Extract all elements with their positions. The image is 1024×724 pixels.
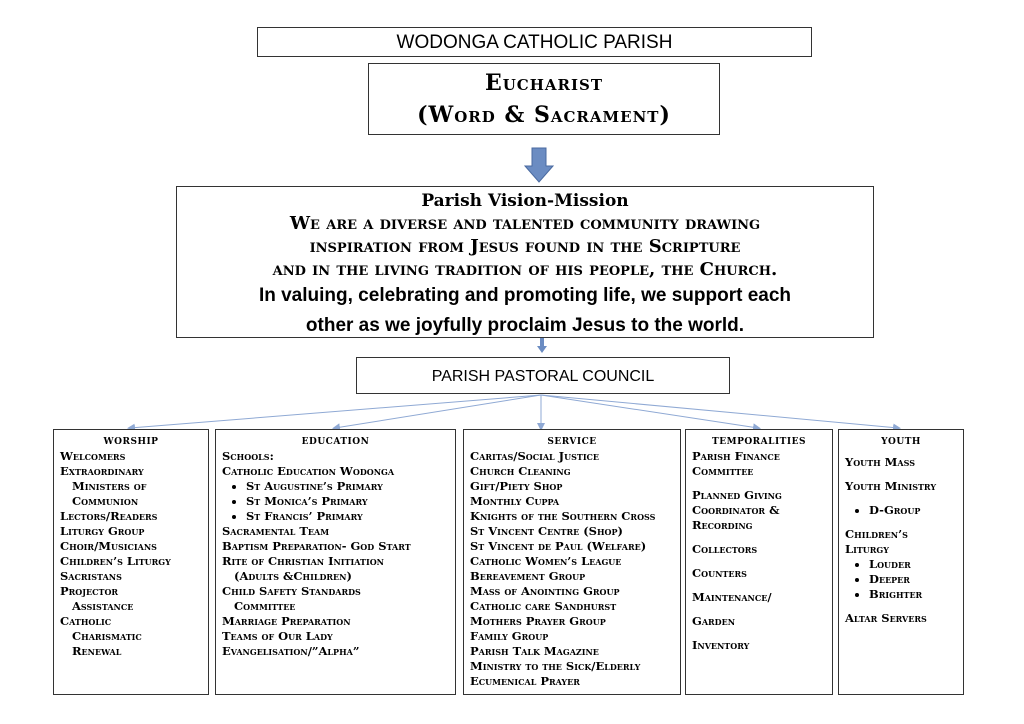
education-column xyxy=(215,429,456,695)
list-item: Lectors/Readers xyxy=(60,509,158,523)
vision-mission-box xyxy=(176,186,874,338)
worship-column xyxy=(53,429,209,695)
list-item: Renewal xyxy=(72,644,122,658)
list-item: Choir/Musicians xyxy=(60,539,157,553)
list-item: Youth Ministry xyxy=(845,479,937,493)
list-item: Family Group xyxy=(470,629,549,643)
list-item: Inventory xyxy=(692,638,750,652)
list-item: Recording xyxy=(692,518,753,532)
list-item: Ministry to the Sick/Elderly xyxy=(470,659,641,673)
list-item: Ministers of xyxy=(72,479,147,493)
vision-heading: Parish Vision-Mission xyxy=(421,191,629,211)
list-item: Liturgy xyxy=(845,542,889,556)
list-item: (Adults &Children) xyxy=(234,569,352,583)
connector-temporalities xyxy=(541,395,758,428)
list-item: Welcomers xyxy=(60,449,126,463)
list-item: Committee xyxy=(692,464,754,478)
list-item: Church Cleaning xyxy=(470,464,571,478)
temporalities-heading: temporalities xyxy=(712,432,806,448)
list-item: St Vincent de Paul (Welfare) xyxy=(470,539,647,553)
temporalities-column xyxy=(685,429,833,695)
schools-list xyxy=(216,479,455,524)
list-item: Mothers Prayer Group xyxy=(470,614,606,628)
list-item: Child Safety Standards xyxy=(222,584,361,598)
list-item: Marriage Preparation xyxy=(222,614,351,628)
list-item: Maintenance/ xyxy=(692,590,772,604)
list-item: Collectors xyxy=(692,542,758,556)
list-item: Baptism Preparation- God Start xyxy=(222,539,411,553)
vision-line: We are a diverse and talented community drawing xyxy=(289,213,761,234)
list-item: Charismatic xyxy=(72,629,142,643)
vision-bold-line: other as we joyfully proclaim Jesus to the world. xyxy=(305,315,745,336)
list-item: Knights of the Southern Cross xyxy=(470,509,656,523)
list-item: Garden xyxy=(692,614,736,628)
list-item: Altar Servers xyxy=(845,611,927,625)
list-item: • D-Group xyxy=(869,503,963,518)
worship-heading: worship xyxy=(103,432,159,448)
list-item: Extraordinary xyxy=(60,464,144,478)
youth-sublist xyxy=(839,503,963,518)
eucharist-title: Eucharist xyxy=(484,70,604,96)
list-item: Catholic care Sandhurst xyxy=(470,599,617,613)
schools-label: Schools: xyxy=(222,449,274,463)
list-item: Ecumenical Prayer xyxy=(470,674,580,688)
list-item: Counters xyxy=(692,566,747,580)
parish-title: WODONGA CATHOLIC PARISH xyxy=(257,27,812,57)
list-item: Planned Giving xyxy=(692,488,782,502)
connector-education xyxy=(335,395,541,428)
connector-youth xyxy=(541,395,898,428)
list-item: Committee xyxy=(234,599,296,613)
list-item: Liturgy Group xyxy=(60,524,145,538)
youth-column xyxy=(838,429,964,695)
list-item: Mass of Anointing Group xyxy=(470,584,620,598)
vision-bold-line: In valuing, celebrating and promoting life, we support each xyxy=(258,285,792,306)
list-item: Caritas/Social Justice xyxy=(470,449,600,463)
down-arrow-icon xyxy=(525,148,553,182)
service-heading: service xyxy=(547,432,597,448)
list-item: Catholic xyxy=(60,614,112,628)
list-item: Children’s xyxy=(845,527,908,541)
list-item: Children’s Liturgy xyxy=(60,554,171,568)
vision-line: and in the living tradition of his people, the Church. xyxy=(272,259,778,280)
list-item: Monthly Cuppa xyxy=(470,494,560,508)
school-item: • St Augustine’s Primary xyxy=(246,479,455,494)
list-item: Parish Talk Magazine xyxy=(470,644,599,658)
list-item: Catholic Women’s League xyxy=(470,554,622,568)
eucharist-subtitle: (Word & Sacrament) xyxy=(417,102,671,128)
list-item: Sacristans xyxy=(60,569,122,583)
list-item: Coordinator & xyxy=(692,503,780,517)
list-item: Rite of Christian Initiation xyxy=(222,554,384,568)
list-item: Assistance xyxy=(72,599,134,613)
list-item: Catholic Education Wodonga xyxy=(222,464,395,478)
service-column xyxy=(463,429,681,695)
list-item: • Louder xyxy=(869,557,963,572)
list-item: Projector xyxy=(60,584,119,598)
list-item: • Brighter xyxy=(869,587,963,602)
connector-worship xyxy=(130,395,541,428)
list-item: Teams of Our Lady xyxy=(222,629,333,643)
school-item: • St Monica’s Primary xyxy=(246,494,455,509)
list-item: St Vincent Centre (Shop) xyxy=(470,524,623,538)
pastoral-council-box: PARISH PASTORAL COUNCIL xyxy=(356,357,730,394)
list-item: Communion xyxy=(72,494,139,508)
list-item: Bereavement Group xyxy=(470,569,586,583)
education-heading: education xyxy=(301,432,370,448)
list-item: • Deeper xyxy=(869,572,963,587)
youth-liturgy-sublist xyxy=(839,557,963,602)
list-item: Youth Mass xyxy=(845,455,915,469)
eucharist-box xyxy=(368,63,720,135)
school-item: • St Francis’ Primary xyxy=(246,509,455,524)
youth-heading: youth xyxy=(881,432,921,448)
list-item: Sacramental Team xyxy=(222,524,330,538)
list-item: Parish Finance xyxy=(692,449,780,463)
list-item: Evangelisation/”Alpha” xyxy=(222,644,360,658)
vision-line: inspiration from Jesus found in the Scripture xyxy=(309,236,741,257)
list-item: Gift/Piety Shop xyxy=(470,479,563,493)
